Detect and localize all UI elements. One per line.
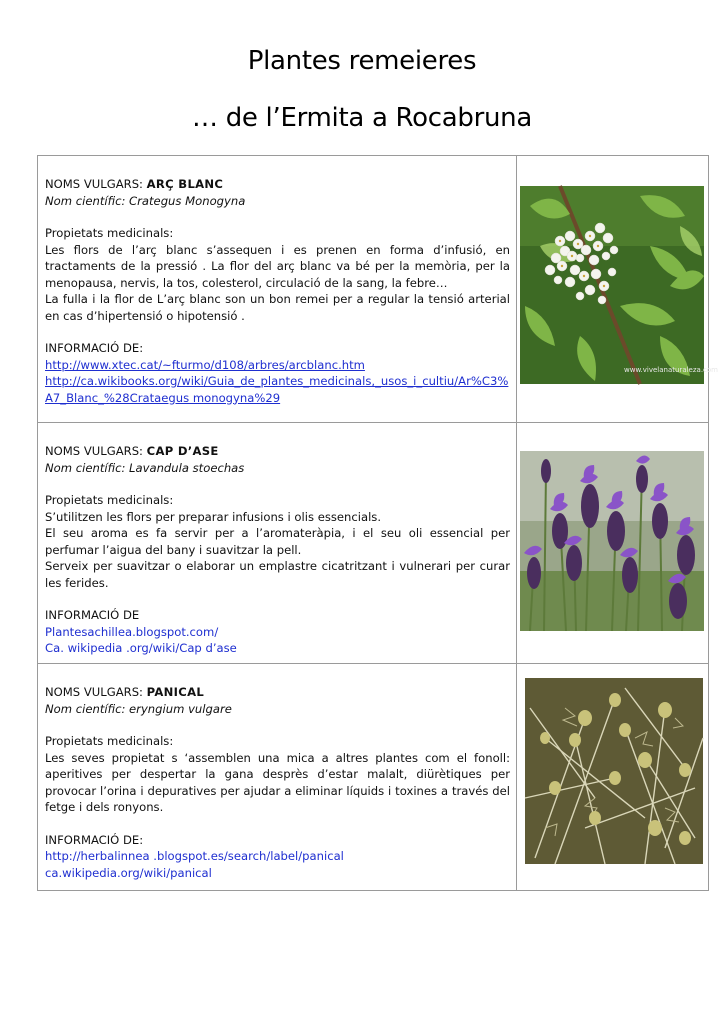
plant-image-cell [517,664,709,891]
common-name: ARÇ BLANC [146,177,224,191]
eryngium-photo [525,678,703,864]
properties-label: Propietats medicinals: [45,734,174,748]
photo-watermark: www.vivelanaturaleza.com [624,366,719,374]
info-link[interactable]: Ca. wikipedia .org/wiki/Cap d’ase [45,641,237,655]
properties-text [45,242,510,325]
properties-text [45,509,510,592]
plant-row-cap-dase [38,423,709,664]
lavender-photo [520,451,704,631]
common-name-label: NOMS VULGARS: [45,685,147,699]
page-subtitle: … de l’Ermita a Rocabruna [192,103,532,133]
plants-table [37,155,719,891]
plant-image-cell [517,156,719,423]
properties-paragraph: Serveix per suavitzar o elaborar un emplastre cicatritzant i vulnerari per curar les ferides. [45,559,511,590]
plant-row-panical [38,664,709,891]
page-title: Plantes remeieres [247,46,477,76]
properties-paragraph: Les seves propietat s ‘assemblen una mica a altres plantes com el fonoll: aperitives per despertar la gana desprès d’estar malalt, diürètiques per provocar l’orina i depuratives per ajudar a eliminar líquids i toxines a través del fetge i dels ronyons. [45,750,511,814]
common-name-label: NOMS VULGARS: [45,444,147,458]
common-name-label: NOMS VULGARS: [45,177,147,191]
scientific-name: Crategus Monogyna [129,193,246,208]
plant-image-cell [517,423,709,664]
properties-paragraph: La fulla i la flor de L’arç blanc son un bon remei per a regular la tensió arterial en cas d’hipertensió o hipotensió . [45,292,511,323]
properties-label: Propietats medicinals: [45,493,174,507]
plant-text-cell [38,664,517,891]
properties-text [45,750,510,816]
properties-paragraph: S’utilitzen les flors per preparar infusions i olis essencials. [45,509,382,524]
plant-row-arc-blanc [38,156,709,423]
info-label: INFORMACIÓ DE: [45,341,144,355]
common-name: CAP D’ASE [146,444,219,458]
scientific-name: Lavandula stoechas [129,460,245,475]
plant-text-cell [38,156,517,423]
scientific-name-label: Nom científic: [45,193,130,208]
plant-text-cell [38,423,517,664]
scientific-name: eryngium vulgare [129,701,232,716]
common-name: PANICAL [146,685,205,699]
info-link[interactable]: http://herbalinnea .blogspot.es/search/label/panical [45,849,344,863]
info-link[interactable]: http://www.xtec.cat/~fturmo/d108/arbres/arcblanc.htm [45,357,365,372]
properties-paragraph: El seu aroma es fa servir per a l’aromateràpia, i el seu oli essencial per perfumar l’aigua del bany i suavitzar la pell. [45,526,511,557]
properties-label: Propietats medicinals: [45,226,174,240]
scientific-name-label: Nom científic: [45,460,130,475]
hawthorn-photo [520,186,719,384]
info-label: INFORMACIÓ DE [45,608,140,622]
info-label: INFORMACIÓ DE: [45,832,144,847]
info-link[interactable]: http://ca.wikibooks.org/wiki/Guia_de_plantes_medicinals,_usos_i_cultiu/Ar%C3%A7_Blanc_%28Crataegus monogyna%29 [45,374,509,405]
info-link[interactable]: ca.wikipedia.org/wiki/panical [45,865,212,880]
scientific-name-label: Nom científic: [45,701,130,716]
properties-paragraph: Les flors de l’arç blanc s’assequen i es prenen en forma d’infusió, en tractaments de la pressió . La flor del arç blanc va bé per la memòria, per la menopausa, nervis, la tos, colesterol, circulació de la sang, la febre… [45,242,511,290]
info-link[interactable]: Plantesachillea.blogspot.com/ [45,624,219,639]
